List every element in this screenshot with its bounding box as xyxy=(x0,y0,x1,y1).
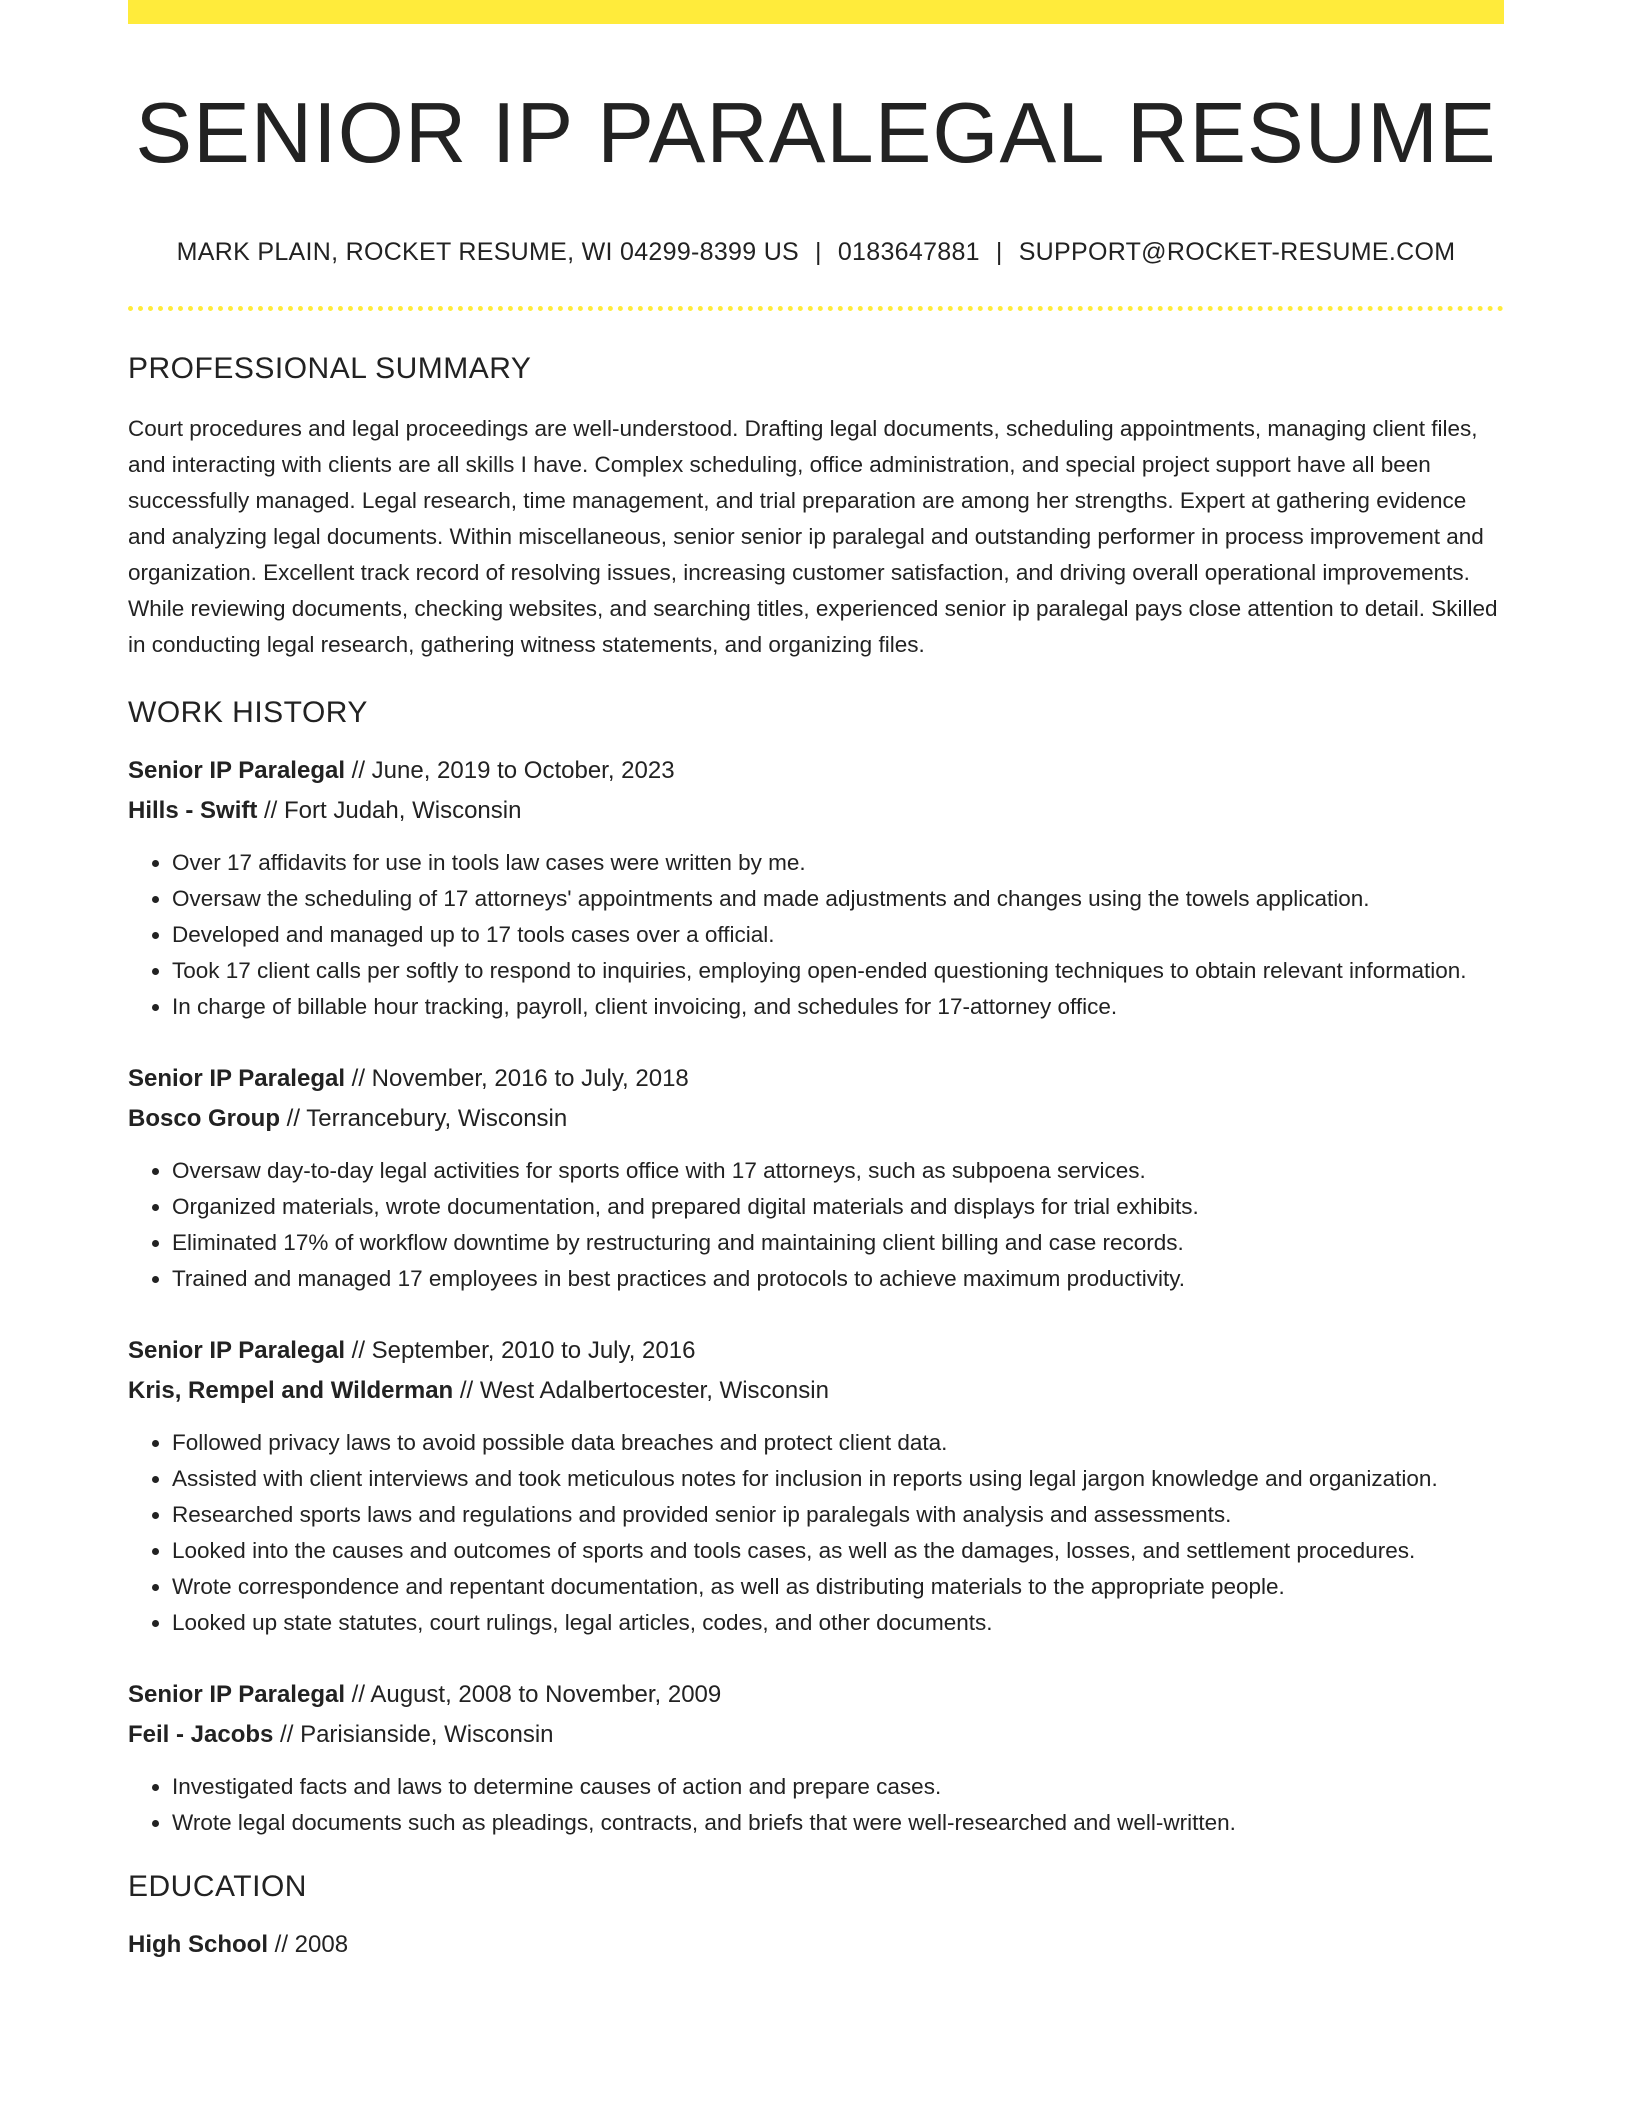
job-company: Bosco Group xyxy=(128,1105,281,1132)
job-title-line xyxy=(128,1331,1504,1371)
header-divider xyxy=(128,306,1504,311)
education-degree: High School xyxy=(128,1931,268,1958)
job-location: // Fort Judah, Wisconsin xyxy=(257,797,522,824)
job-entry xyxy=(128,751,1504,1025)
work-history-list xyxy=(128,751,1504,1841)
job-bullet: • Oversaw the scheduling of 17 attorneys' appointments and made adjustments and changes using the towels application. xyxy=(172,881,1504,917)
job-bullet: • Looked up state statutes, court rulings, legal articles, codes, and other documents. xyxy=(172,1605,1504,1641)
contact-line xyxy=(128,236,1504,268)
job-entry xyxy=(128,1331,1504,1641)
job-title: Senior IP Paralegal xyxy=(128,1065,345,1092)
contact-address: MARK PLAIN, ROCKET RESUME, WI 04299-8399 US xyxy=(176,238,800,266)
job-title-line xyxy=(128,1059,1504,1099)
education-entry xyxy=(128,1925,1504,1965)
job-title: Senior IP Paralegal xyxy=(128,1681,345,1708)
job-bullets xyxy=(128,1153,1504,1297)
job-bullet: • Oversaw day-to-day legal activities for sports office with 17 attorneys, such as subpoena services. xyxy=(172,1153,1504,1189)
job-bullet: • Looked into the causes and outcomes of sports and tools cases, as well as the damages, losses, and settlement procedures. xyxy=(172,1533,1504,1569)
job-bullet: • Trained and managed 17 employees in best practices and protocols to achieve maximum productivity. xyxy=(172,1261,1504,1297)
job-bullet: • Researched sports laws and regulations and provided senior ip paralegals with analysis and assessments. xyxy=(172,1497,1504,1533)
job-bullets xyxy=(128,1425,1504,1641)
summary-text: Court procedures and legal proceedings are well-understood. Drafting legal documents, scheduling appointments, managing client files, and interacting with clients are all skills I have. Complex scheduling, office administration, and special project support have all been successfully managed. Legal research, time management, and trial preparation are among her strengths. Expert at gathering evidence and analyzing legal documents. Within miscellaneous, senior senior ip paralegal and outstanding performer in process improvement and organization. Excellent track record of resolving issues, increasing customer satisfaction, and driving overall operational improvements. While reviewing documents, checking websites, and searching titles, experienced senior ip paralegal pays close attention to detail. Skilled in conducting legal research, gathering witness statements, and organizing files. xyxy=(128,416,1498,657)
summary-heading: PROFESSIONAL SUMMARY xyxy=(128,352,532,385)
job-bullet: • Developed and managed up to 17 tools cases over a official. xyxy=(172,917,1504,953)
job-bullet: • Followed privacy laws to avoid possible data breaches and protect client data. xyxy=(172,1425,1504,1461)
job-bullets xyxy=(128,1769,1504,1841)
job-bullet: • Eliminated 17% of workflow downtime by restructuring and maintaining client billing and case records. xyxy=(172,1225,1504,1261)
contact-phone: 0183647881 xyxy=(837,238,980,266)
job-dates: // June, 2019 to October, 2023 xyxy=(345,757,675,784)
job-title-line xyxy=(128,751,1504,791)
job-bullet: • Over 17 affidavits for use in tools law cases were written by me. xyxy=(172,845,1504,881)
job-location: // West Adalbertocester, Wisconsin xyxy=(453,1377,829,1404)
job-bullet: • Investigated facts and laws to determine causes of action and prepare cases. xyxy=(172,1769,1504,1805)
top-accent-bar xyxy=(128,0,1504,24)
job-bullet: • Assisted with client interviews and took meticulous notes for inclusion in reports using legal jargon knowledge and organization. xyxy=(172,1461,1504,1497)
job-company-line xyxy=(128,791,1504,831)
resume-page xyxy=(128,0,1504,1965)
job-company-line xyxy=(128,1715,1504,1755)
job-bullet: • In charge of billable hour tracking, payroll, client invoicing, and schedules for 17-attorney office. xyxy=(172,989,1504,1025)
job-company-line xyxy=(128,1099,1504,1139)
contact-email: SUPPORT@ROCKET-RESUME.COM xyxy=(1018,238,1456,266)
education-year: // 2008 xyxy=(268,1931,349,1958)
job-title-line xyxy=(128,1675,1504,1715)
education-list xyxy=(128,1925,1504,1965)
job-entry xyxy=(128,1675,1504,1841)
job-dates: // November, 2016 to July, 2018 xyxy=(345,1065,689,1092)
job-company-line xyxy=(128,1371,1504,1411)
job-company: Feil - Jacobs xyxy=(128,1721,274,1748)
job-company: Kris, Rempel and Wilderman xyxy=(128,1377,454,1404)
job-location: // Terrancebury, Wisconsin xyxy=(280,1105,568,1132)
job-bullet: • Organized materials, wrote documentation, and prepared digital materials and displays for trial exhibits. xyxy=(172,1189,1504,1225)
job-dates: // August, 2008 to November, 2009 xyxy=(345,1681,722,1708)
job-entry xyxy=(128,1059,1504,1297)
job-bullet: • Took 17 client calls per softly to respond to inquiries, employing open-ended questioning techniques to obtain relevant information. xyxy=(172,953,1504,989)
contact-separator: | xyxy=(995,238,1003,266)
job-bullet: • Wrote correspondence and repentant documentation, as well as distributing materials to the appropriate people. xyxy=(172,1569,1504,1605)
job-company: Hills - Swift xyxy=(128,797,258,824)
job-title: Senior IP Paralegal xyxy=(128,757,345,784)
work-history-heading: WORK HISTORY xyxy=(128,696,368,729)
education-heading: EDUCATION xyxy=(128,1870,307,1903)
contact-separator: | xyxy=(815,238,822,266)
resume-title: SENIOR IP PARALEGAL RESUME xyxy=(135,86,1497,181)
job-bullet: • Wrote legal documents such as pleadings, contracts, and briefs that were well-researched and well-written. xyxy=(172,1805,1504,1841)
job-location: // Parisianside, Wisconsin xyxy=(273,1721,554,1748)
job-bullets xyxy=(128,845,1504,1025)
job-title: Senior IP Paralegal xyxy=(128,1337,345,1364)
job-dates: // September, 2010 to July, 2016 xyxy=(345,1337,696,1364)
